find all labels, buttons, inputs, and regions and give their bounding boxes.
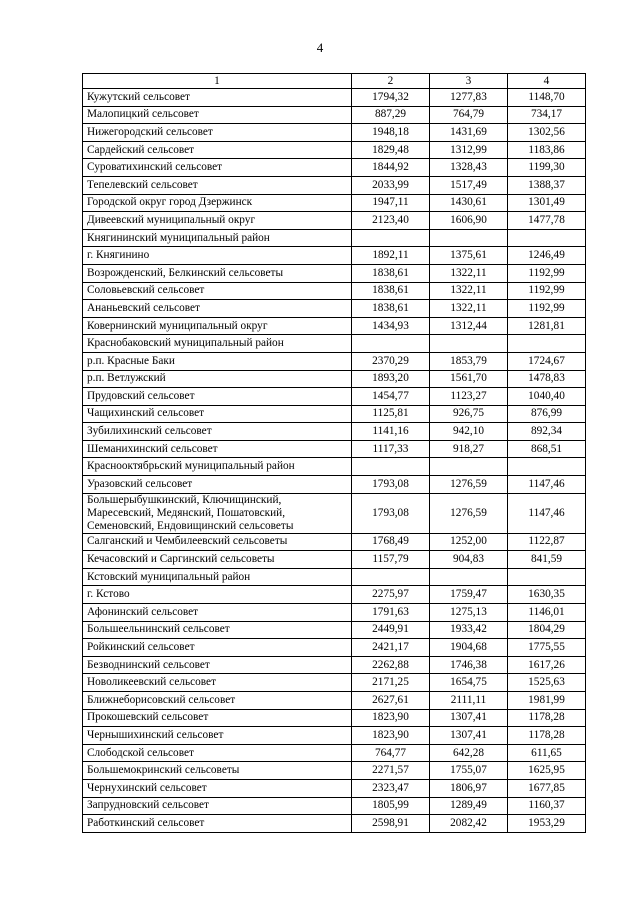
row-value-3 <box>430 568 508 586</box>
row-value-3: 764,79 <box>430 106 508 124</box>
table-row <box>83 212 586 230</box>
row-value-3: 1328,43 <box>430 159 508 177</box>
row-value-4: 1147,46 <box>508 493 586 533</box>
row-value-4 <box>508 568 586 586</box>
table-row <box>83 551 586 569</box>
row-value-2: 2627,61 <box>352 692 430 710</box>
row-value-3: 2111,11 <box>430 692 508 710</box>
table-row <box>83 815 586 833</box>
row-name: Новоликеевский сельсовет <box>83 674 352 692</box>
table-row <box>83 656 586 674</box>
row-value-3: 1277,83 <box>430 89 508 107</box>
row-value-3: 1654,75 <box>430 674 508 692</box>
row-value-4: 734,17 <box>508 106 586 124</box>
row-value-2: 764,77 <box>352 744 430 762</box>
column-header-3: 3 <box>430 74 508 89</box>
table-row <box>83 762 586 780</box>
row-value-3: 1275,13 <box>430 604 508 622</box>
row-value-3: 1322,11 <box>430 282 508 300</box>
row-value-2: 1791,63 <box>352 604 430 622</box>
row-value-3: 1322,11 <box>430 264 508 282</box>
table-row <box>83 335 586 353</box>
row-value-3: 1431,69 <box>430 124 508 142</box>
row-value-4: 1199,30 <box>508 159 586 177</box>
table-row <box>83 674 586 692</box>
row-name: Дивеевский муниципальный округ <box>83 212 352 230</box>
row-value-4: 1388,37 <box>508 176 586 194</box>
row-name: Возрожденский, Белкинский сельсоветы <box>83 264 352 282</box>
row-value-4 <box>508 458 586 476</box>
row-value-4: 1183,86 <box>508 141 586 159</box>
row-value-3: 1904,68 <box>430 639 508 657</box>
row-value-4: 1981,99 <box>508 692 586 710</box>
row-value-2: 1768,49 <box>352 533 430 551</box>
row-value-2 <box>352 335 430 353</box>
table-row <box>83 639 586 657</box>
table-row <box>83 264 586 282</box>
row-name: Запрудновский сельсовет <box>83 797 352 815</box>
row-value-2: 2449,91 <box>352 621 430 639</box>
row-name: Ближнеборисовский сельсовет <box>83 692 352 710</box>
row-value-4: 1192,99 <box>508 264 586 282</box>
row-value-2: 2275,97 <box>352 586 430 604</box>
table-row <box>83 744 586 762</box>
row-value-2: 1823,90 <box>352 709 430 727</box>
table-row <box>83 692 586 710</box>
table-row <box>83 141 586 159</box>
row-value-4: 1246,49 <box>508 247 586 265</box>
row-value-4: 1192,99 <box>508 300 586 318</box>
row-name: Нижегородский сельсовет <box>83 124 352 142</box>
table-body <box>83 89 586 833</box>
row-value-3: 926,75 <box>430 405 508 423</box>
row-name: Прудовский сельсовет <box>83 388 352 406</box>
table-row <box>83 124 586 142</box>
row-name: Краснооктябрьский муниципальный район <box>83 458 352 476</box>
row-name: р.п. Ветлужский <box>83 370 352 388</box>
row-value-4: 1178,28 <box>508 709 586 727</box>
row-name: Кужутский сельсовет <box>83 89 352 107</box>
table-row <box>83 388 586 406</box>
row-value-3: 1853,79 <box>430 352 508 370</box>
row-value-3: 1322,11 <box>430 300 508 318</box>
row-name: Суроватихинский сельсовет <box>83 159 352 177</box>
row-value-4: 1724,67 <box>508 352 586 370</box>
row-value-2: 1793,08 <box>352 476 430 494</box>
table-row <box>83 89 586 107</box>
row-value-2: 887,29 <box>352 106 430 124</box>
row-name: Малопицкий сельсовет <box>83 106 352 124</box>
row-value-2: 1829,48 <box>352 141 430 159</box>
row-value-4: 1804,29 <box>508 621 586 639</box>
table-row <box>83 229 586 247</box>
row-value-3: 1606,90 <box>430 212 508 230</box>
row-name: р.п. Красные Баки <box>83 352 352 370</box>
row-value-3: 1252,00 <box>430 533 508 551</box>
row-name: Краснобаковский муниципальный район <box>83 335 352 353</box>
row-name: Ананьевский сельсовет <box>83 300 352 318</box>
row-value-4: 1477,78 <box>508 212 586 230</box>
row-value-2: 1823,90 <box>352 727 430 745</box>
row-value-3 <box>430 458 508 476</box>
row-value-2: 1794,32 <box>352 89 430 107</box>
row-value-2: 1838,61 <box>352 264 430 282</box>
row-name: Работкинский сельсовет <box>83 815 352 833</box>
row-value-2 <box>352 568 430 586</box>
tariff-table <box>82 73 586 833</box>
row-value-2: 2370,29 <box>352 352 430 370</box>
row-value-2: 2033,99 <box>352 176 430 194</box>
table-row <box>83 194 586 212</box>
row-value-4: 1677,85 <box>508 779 586 797</box>
table-row <box>83 727 586 745</box>
row-value-2: 1141,16 <box>352 423 430 441</box>
row-value-4: 1148,70 <box>508 89 586 107</box>
page-number: 4 <box>316 40 324 55</box>
row-name: Безводнинский сельсовет <box>83 656 352 674</box>
row-name: Тепелевский сельсовет <box>83 176 352 194</box>
row-value-2: 1948,18 <box>352 124 430 142</box>
row-value-4: 1953,29 <box>508 815 586 833</box>
row-value-2: 2262,88 <box>352 656 430 674</box>
row-value-4: 1122,87 <box>508 533 586 551</box>
row-value-2: 1454,77 <box>352 388 430 406</box>
row-value-4: 892,34 <box>508 423 586 441</box>
row-value-4: 1775,55 <box>508 639 586 657</box>
row-name: Сардейский сельсовет <box>83 141 352 159</box>
column-header-4: 4 <box>508 74 586 89</box>
table-row <box>83 405 586 423</box>
row-name: Большерыбушкинский, Ключищинский, Маресевский, Медянский, Пошатовский, Семеновский, Ендовищинский сельсоветы <box>83 493 352 533</box>
row-value-4: 841,59 <box>508 551 586 569</box>
row-name: Афонинский сельсовет <box>83 604 352 622</box>
row-value-2 <box>352 458 430 476</box>
row-value-2: 1805,99 <box>352 797 430 815</box>
row-value-2: 1844,92 <box>352 159 430 177</box>
row-value-2: 1947,11 <box>352 194 430 212</box>
table-row <box>83 476 586 494</box>
row-value-2: 2421,17 <box>352 639 430 657</box>
row-name: Городской округ город Дзержинск <box>83 194 352 212</box>
row-name: Салганский и Чембилеевский сельсоветы <box>83 533 352 551</box>
column-header-2: 2 <box>352 74 430 89</box>
row-value-2: 1838,61 <box>352 282 430 300</box>
row-value-2: 2123,40 <box>352 212 430 230</box>
row-value-2: 2171,25 <box>352 674 430 692</box>
row-name: Ковернинский муниципальный округ <box>83 317 352 335</box>
table-row <box>83 797 586 815</box>
row-name: Кечасовский и Саргинский сельсоветы <box>83 551 352 569</box>
row-value-3: 1746,38 <box>430 656 508 674</box>
table-row <box>83 440 586 458</box>
column-header-1: 1 <box>83 74 352 89</box>
row-name: Большемокринский сельсоветы <box>83 762 352 780</box>
row-name: г. Кстово <box>83 586 352 604</box>
row-value-3: 1276,59 <box>430 476 508 494</box>
row-name: Кстовский муниципальный район <box>83 568 352 586</box>
row-name: Зубилихинский сельсовет <box>83 423 352 441</box>
table-row <box>83 176 586 194</box>
row-value-3: 1312,44 <box>430 317 508 335</box>
row-value-3: 942,10 <box>430 423 508 441</box>
row-value-2: 1892,11 <box>352 247 430 265</box>
row-value-4: 1281,81 <box>508 317 586 335</box>
row-value-2: 1117,33 <box>352 440 430 458</box>
row-value-3: 1933,42 <box>430 621 508 639</box>
row-value-4: 1040,40 <box>508 388 586 406</box>
row-value-2 <box>352 229 430 247</box>
row-value-4: 1525,63 <box>508 674 586 692</box>
row-name: Большеельнинский сельсовет <box>83 621 352 639</box>
row-value-4: 1178,28 <box>508 727 586 745</box>
row-value-4 <box>508 229 586 247</box>
row-value-2: 2323,47 <box>352 779 430 797</box>
row-value-3: 1312,99 <box>430 141 508 159</box>
row-name: Чернухинский сельсовет <box>83 779 352 797</box>
row-value-3: 2082,42 <box>430 815 508 833</box>
table-row <box>83 493 586 533</box>
table-row <box>83 533 586 551</box>
row-value-3: 1276,59 <box>430 493 508 533</box>
row-value-4: 876,99 <box>508 405 586 423</box>
table-row <box>83 106 586 124</box>
row-value-2: 2271,57 <box>352 762 430 780</box>
row-value-2: 1434,93 <box>352 317 430 335</box>
row-value-3: 918,27 <box>430 440 508 458</box>
row-value-4: 1302,56 <box>508 124 586 142</box>
row-value-2: 2598,91 <box>352 815 430 833</box>
table-row <box>83 709 586 727</box>
row-value-4: 1301,49 <box>508 194 586 212</box>
row-name: Соловьевский сельсовет <box>83 282 352 300</box>
table-row <box>83 423 586 441</box>
row-name: г. Княгинино <box>83 247 352 265</box>
row-value-3 <box>430 229 508 247</box>
row-value-3: 1289,49 <box>430 797 508 815</box>
row-value-3: 1123,27 <box>430 388 508 406</box>
table-row <box>83 300 586 318</box>
row-value-3: 1375,61 <box>430 247 508 265</box>
row-value-3: 1561,70 <box>430 370 508 388</box>
row-name: Уразовский сельсовет <box>83 476 352 494</box>
row-value-2: 1157,79 <box>352 551 430 569</box>
row-value-4: 1630,35 <box>508 586 586 604</box>
row-value-3: 1517,49 <box>430 176 508 194</box>
header-row <box>83 74 586 89</box>
row-value-2: 1793,08 <box>352 493 430 533</box>
row-value-3: 1307,41 <box>430 709 508 727</box>
row-name: Шеманихинский сельсовет <box>83 440 352 458</box>
table-row <box>83 604 586 622</box>
row-value-4: 1147,46 <box>508 476 586 494</box>
row-value-2: 1838,61 <box>352 300 430 318</box>
table-row <box>83 621 586 639</box>
row-name: Княгининский муниципальный район <box>83 229 352 247</box>
row-value-3: 1430,61 <box>430 194 508 212</box>
row-value-3: 642,28 <box>430 744 508 762</box>
row-name: Слободской сельсовет <box>83 744 352 762</box>
table-row <box>83 282 586 300</box>
row-value-3: 1806,97 <box>430 779 508 797</box>
row-name: Прокошевский сельсовет <box>83 709 352 727</box>
table-row <box>83 458 586 476</box>
row-value-4: 1478,83 <box>508 370 586 388</box>
row-value-3: 904,83 <box>430 551 508 569</box>
row-value-4: 1625,95 <box>508 762 586 780</box>
table-row <box>83 370 586 388</box>
table-row <box>83 586 586 604</box>
row-value-4 <box>508 335 586 353</box>
row-value-2: 1893,20 <box>352 370 430 388</box>
row-value-4: 611,65 <box>508 744 586 762</box>
row-value-3: 1759,47 <box>430 586 508 604</box>
row-value-3 <box>430 335 508 353</box>
table-row <box>83 352 586 370</box>
row-value-4: 1192,99 <box>508 282 586 300</box>
row-value-4: 1160,37 <box>508 797 586 815</box>
row-name: Чащихинский сельсовет <box>83 405 352 423</box>
row-name: Ройкинский сельсовет <box>83 639 352 657</box>
row-value-3: 1307,41 <box>430 727 508 745</box>
table-row <box>83 159 586 177</box>
row-name: Чернышихинский сельсовет <box>83 727 352 745</box>
table-row <box>83 779 586 797</box>
row-value-4: 868,51 <box>508 440 586 458</box>
row-value-3: 1755,07 <box>430 762 508 780</box>
row-value-4: 1617,26 <box>508 656 586 674</box>
row-value-2: 1125,81 <box>352 405 430 423</box>
table-row <box>83 568 586 586</box>
row-value-4: 1146,01 <box>508 604 586 622</box>
table-row <box>83 317 586 335</box>
table-row <box>83 247 586 265</box>
